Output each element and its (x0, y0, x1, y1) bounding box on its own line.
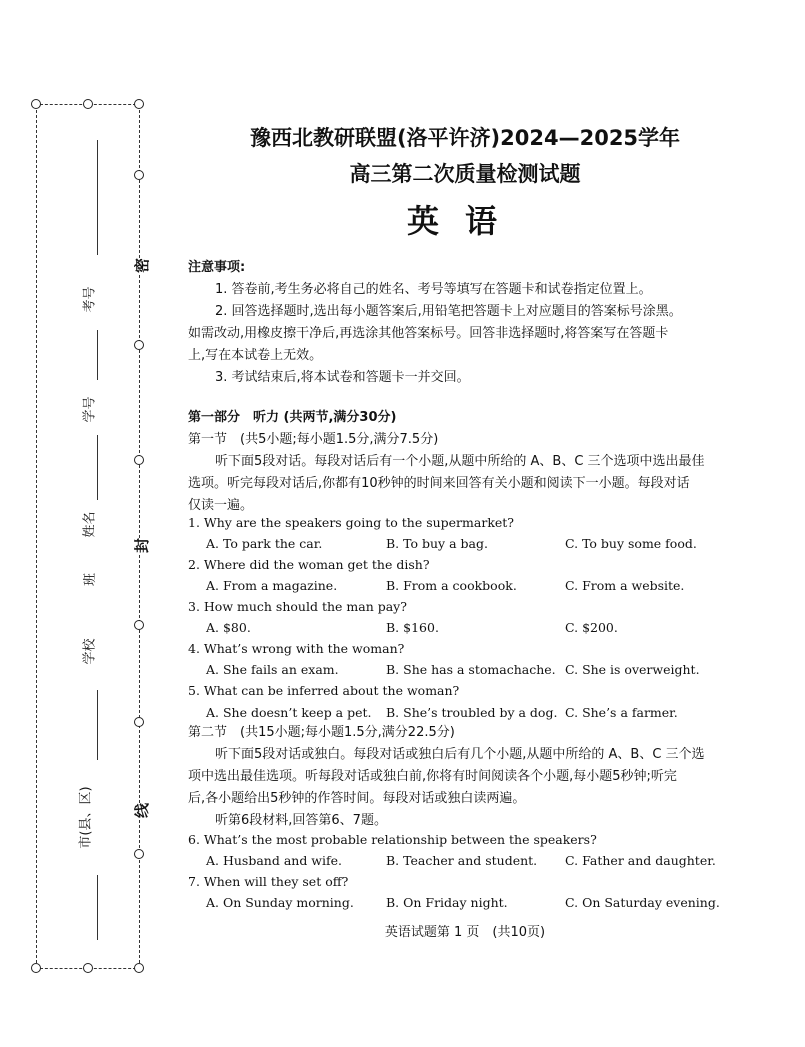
label-school: 学校 (82, 638, 98, 665)
material-instruction: 听第6段材料,回答第6、7题。 (215, 813, 387, 828)
question-stem: 4. What’s wrong with the woman? (188, 641, 405, 656)
option-a: A. Husband and wife. (206, 853, 342, 868)
label-xingming: 姓名 (82, 511, 98, 538)
label-city: 市(县、区) (78, 786, 94, 849)
note-item: 3. 考试结束后,将本试卷和答题卡一并交回。 (215, 370, 470, 385)
option-b: B. To buy a bag. (386, 536, 488, 551)
option-a: A. To park the car. (206, 536, 323, 551)
cut-line-left (36, 110, 37, 963)
option-b: B. $160. (386, 620, 439, 635)
note-item: 上,写在本试卷上无效。 (188, 348, 323, 363)
section1-instructions: 仅读一遍。 (188, 498, 254, 513)
option-b: B. She’s troubled by a dog. (386, 705, 558, 720)
option-b: B. From a cookbook. (386, 578, 517, 593)
label-ban: 班 (83, 572, 99, 587)
option-c: C. From a website. (565, 578, 685, 593)
note-item: 2. 回答选择题时,选出每小题答案后,用铅笔把答题卡上对应题目的答案标号涂黑。 (215, 304, 682, 319)
binding-hole (134, 963, 144, 973)
fill-line-xingming (97, 435, 98, 500)
note-item: 如需改动,用橡皮擦干净后,再选涂其他答案标号。回答非选择题时,将答案写在答题卡 (188, 326, 669, 341)
binding-hole (134, 455, 144, 465)
option-c: C. She is overweight. (565, 662, 700, 677)
binding-hole (134, 170, 144, 180)
section1-heading: 第一节 (共5小题;每小题1.5分,满分7.5分) (188, 432, 439, 447)
fill-line-kaohao (97, 140, 98, 255)
option-b: B. On Friday night. (386, 895, 508, 910)
option-c: C. On Saturday evening. (565, 895, 720, 910)
seal-char-mi: 密 (133, 257, 152, 274)
part1-heading: 第一部分 听力 (共两节,满分30分) (188, 410, 397, 425)
question-stem: 2. Where did the woman get the dish? (188, 557, 430, 572)
question-stem: 3. How much should the man pay? (188, 599, 407, 614)
section1-instructions: 选项。听完每段对话后,你都有10秒钟的时间来回答有关小题和阅读下一小题。每段对话 (188, 476, 690, 491)
option-b: B. She has a stomachache. (386, 662, 556, 677)
seal-char-xian: 线 (133, 802, 152, 819)
seal-line (139, 110, 140, 963)
option-b: B. Teacher and student. (386, 853, 538, 868)
binding-hole (134, 849, 144, 859)
question-stem: 6. What’s the most probable relationship between the speakers? (188, 832, 597, 847)
binding-hole (134, 717, 144, 727)
subject-title: 英语 (406, 202, 523, 240)
fill-line-school (97, 690, 98, 760)
section2-heading: 第二节 (共15小题;每小题1.5分,满分22.5分) (188, 725, 455, 740)
label-kaohao: 考号 (82, 286, 98, 313)
option-c: C. $200. (565, 620, 618, 635)
binding-hole (31, 963, 41, 973)
option-a: A. On Sunday morning. (206, 895, 354, 910)
binding-hole (134, 99, 144, 109)
binding-hole (83, 99, 93, 109)
binding-hole (134, 620, 144, 630)
option-a: A. She fails an exam. (206, 662, 339, 677)
option-c: C. To buy some food. (565, 536, 697, 551)
label-xuehao: 学号 (82, 396, 98, 423)
binding-hole (31, 99, 41, 109)
question-stem: 7. When will they set off? (188, 874, 349, 889)
note-item: 1. 答卷前,考生务必将自己的姓名、考号等填写在答题卡和试卷指定位置上。 (215, 282, 652, 297)
exam-title-line2: 高三第二次质量检测试题 (349, 162, 581, 186)
option-a: A. $80. (206, 620, 251, 635)
binding-hole (134, 340, 144, 350)
question-stem: 1. Why are the speakers going to the supermarket? (188, 515, 515, 530)
option-a: A. From a magazine. (206, 578, 338, 593)
section1-instructions: 听下面5段对话。每段对话后有一个小题,从题中所给的 A、B、C 三个选项中选出最佳 (215, 454, 705, 469)
option-c: C. She’s a farmer. (565, 705, 678, 720)
seal-char-feng: 封 (133, 537, 152, 554)
section2-instructions: 听下面5段对话或独白。每段对话或独白后有几个小题,从题中所给的 A、B、C 三个选 (215, 747, 705, 762)
section2-instructions: 后,各小题给出5秒钟的作答时间。每段对话或独白读两遍。 (188, 791, 526, 806)
section2-instructions: 项中选出最佳选项。听每段对话或独白前,你将有时间阅读各个小题,每小题5秒钟;听完 (188, 769, 677, 784)
notes-heading: 注意事项: (188, 260, 246, 275)
fill-line-city (97, 875, 98, 940)
fill-line-xuehao (97, 330, 98, 380)
question-stem: 5. What can be inferred about the woman? (188, 683, 460, 698)
exam-title-line1: 豫西北教研联盟(洛平许济)2024—2025学年 (249, 126, 681, 150)
option-c: C. Father and daughter. (565, 853, 716, 868)
page-footer: 英语试题第 1 页 (共10页) (384, 925, 546, 940)
binding-hole (83, 963, 93, 973)
option-a: A. She doesn’t keep a pet. (206, 705, 372, 720)
